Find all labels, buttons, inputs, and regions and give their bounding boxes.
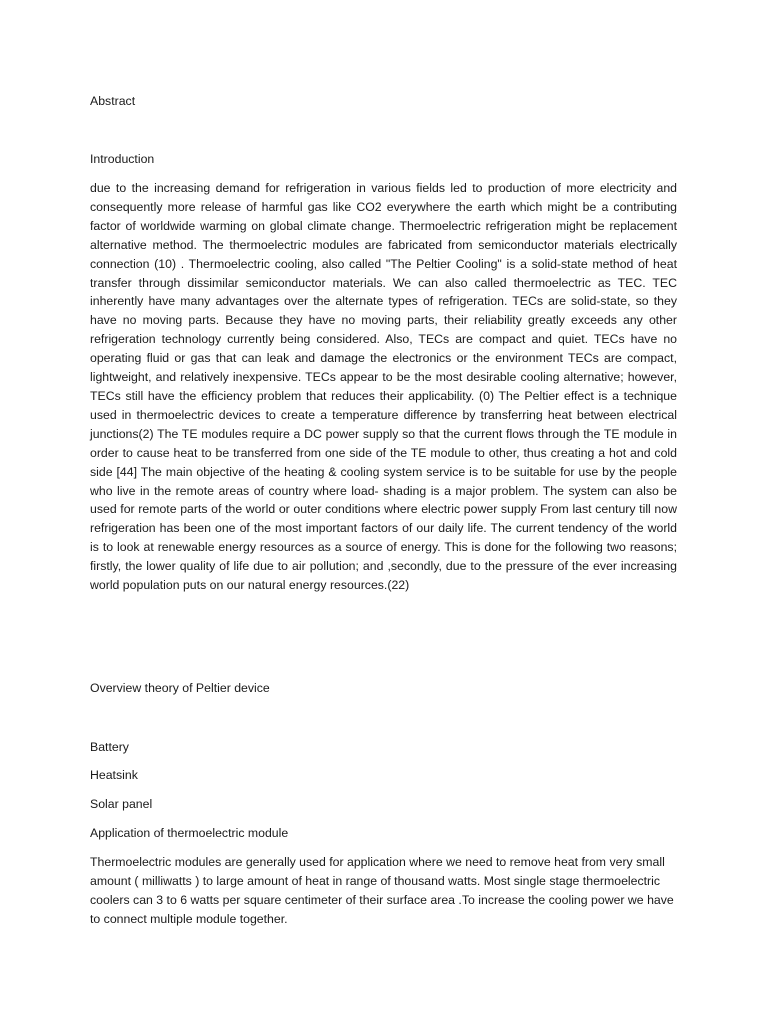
battery-label: Battery (90, 740, 129, 754)
solar-panel-label: Solar panel (90, 797, 153, 811)
overview-heading: Overview theory of Peltier device (90, 681, 270, 695)
application-paragraph: Thermoelectric modules are generally used for application where we need to remove heat from very small amount ( milliwatts ) to large amount of heat in range of thousand watts. Most single stage thermoelectric coolers can 3 to 6 watts per square centimeter of their surface area .To increase the cooling power we have to connect multiple module together. (90, 855, 674, 926)
introduction-heading: Introduction (90, 152, 155, 166)
heatsink-label: Heatsink (90, 768, 138, 782)
application-heading: Application of thermoelectric module (90, 826, 289, 840)
abstract-heading: Abstract (90, 94, 136, 108)
introduction-paragraph: due to the increasing demand for refrigeration in various fields led to production of more electricity and consequently more release of harmful gas like CO2 everywhere the earth which might be a contributing factor of worldwide warming on global climate change. Thermoelectric refrigeration might be replacement alternative method. The thermoelectric modules are fabricated from semiconductor materials electrically connection (10) . Thermoelectric cooling, also called "The Peltier Cooling" is a solid-state method of heat transfer through dissimilar semiconductor materials. We can also called thermoelectric as TEC. TEC inherently have many advantages over the alternate types of refrigeration. TECs are solid-state, so they have no moving parts. Because they have no moving parts, their reliability greatly exceeds any other refrigeration technology currently being considered. Also, TECs are compact and quiet. TECs have no operating fluid or gas that can leak and damage the electronics or the environment TECs are compact, lightweight, and relatively inexpensive. TECs appear to be the most desirable cooling alternative; however, TECs still have the efficiency problem that reduces their applicability. (0) The Peltier effect is a technique used in thermoelectric devices to create a temperature difference by transferring heat between electrical junctions(2) The TE modules require a DC power supply so that the current flows through the TE module in order to cause heat to be transferred from one side of the TE module to other, thus creating a hot and cold side [44] The main objective of the heating & cooling system service is to be suitable for use by the people who live in the remote areas of country where load- shading is a major problem. The system can also be used for remote parts of the world or outer conditions where electric power supply From last century till now refrigeration has been one of the most important factors of our daily life. The current tendency of the world is to look at renewable energy resources as a source of energy. This is done for the following two reasons; firstly, the lower quality of life due to air pollution; and ,secondly, due to the pressure of the ever increasing world population puts on our natural energy resources.(22) (90, 181, 677, 593)
